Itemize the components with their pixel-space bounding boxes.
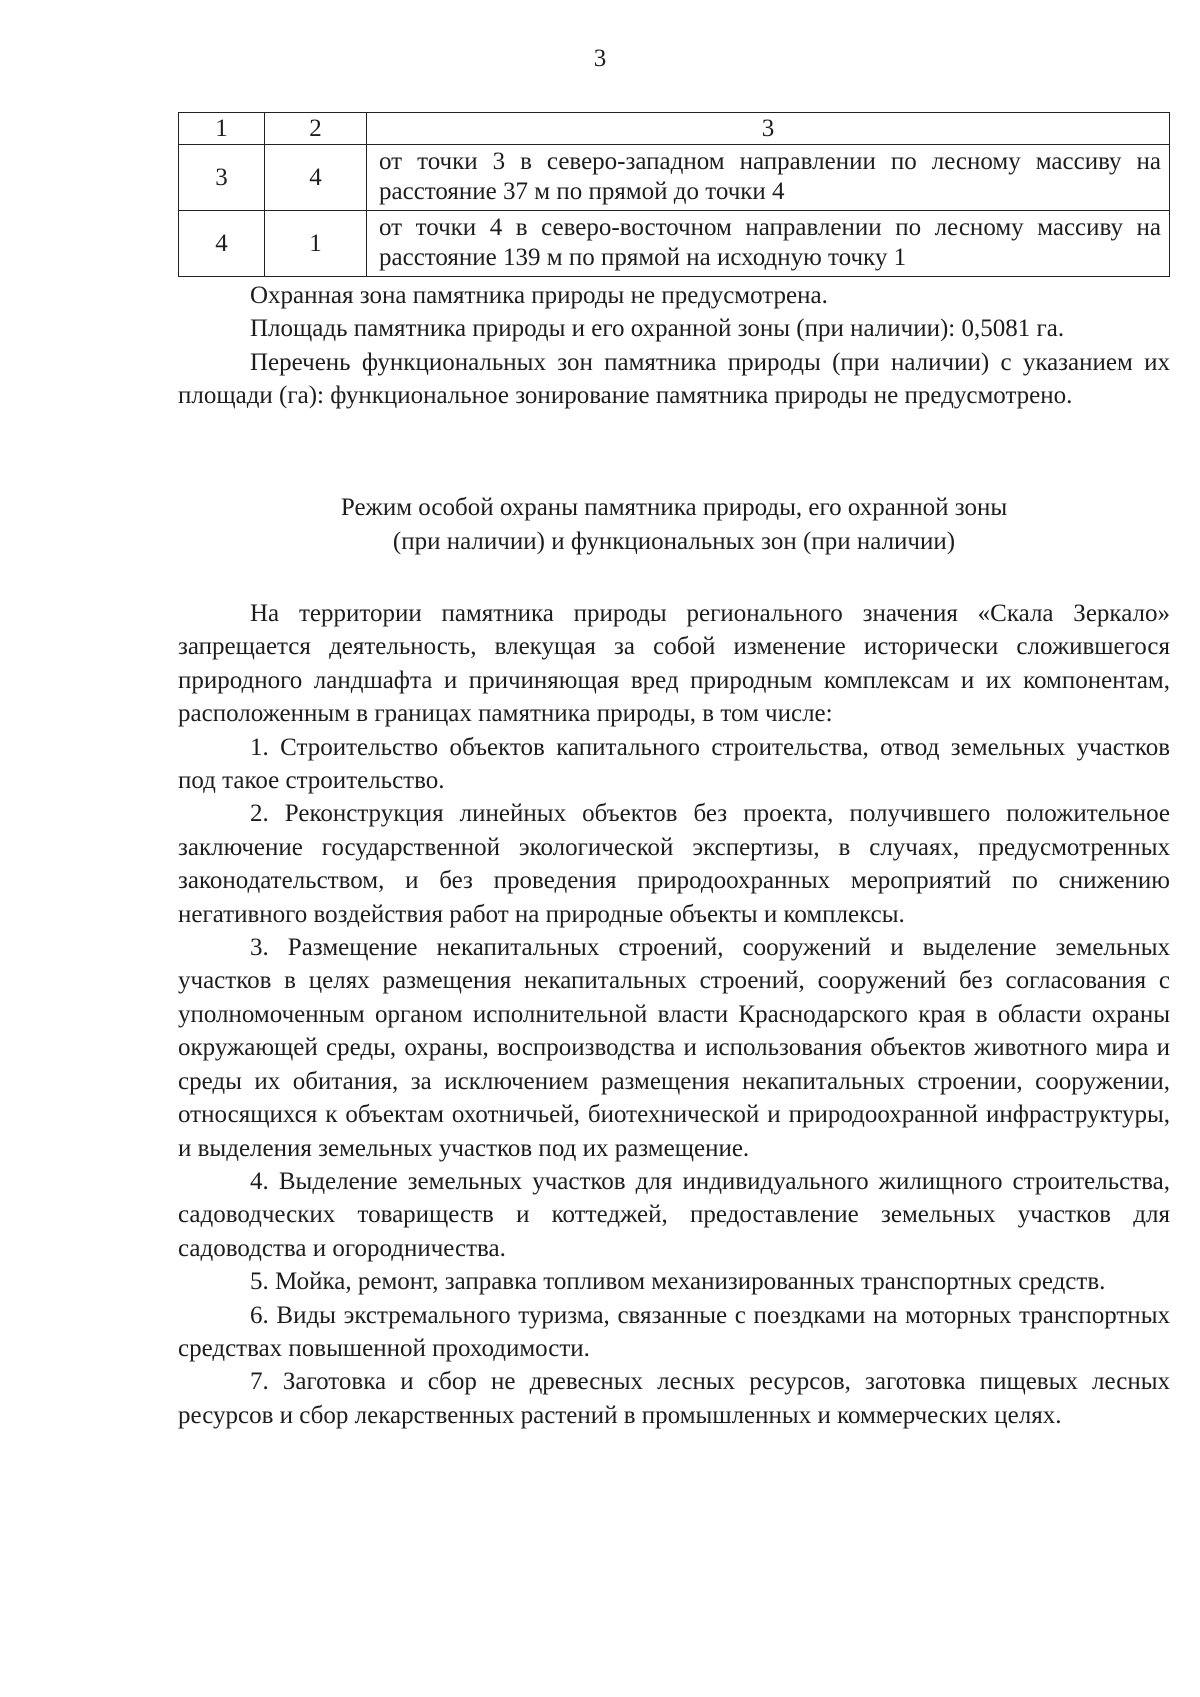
table-header-cell: 2 xyxy=(265,113,367,145)
table-cell-description: от точки 4 в северо-восточном направлении по лесному массиву на расстояние 139 м по прямой на исходную точку 1 xyxy=(367,211,1170,277)
table-cell-from-point: 4 xyxy=(179,211,265,277)
table-header-cell: 1 xyxy=(179,113,265,145)
table-cell-description: от точки 3 в северо-западном направлении по лесному массиву на расстояние 37 м по прямой до точки 4 xyxy=(367,145,1170,211)
list-item: 3. Размещение некапитальных строений, сооружений и выделение земельных участков в целях размещения некапитальных строений, сооружений без согласования с уполномоченным органом исполнительной власти Краснодарского края в области охраны окружающей среды, охраны, воспроизводства и использования объектов животного мира и среды их обитания, за исключением размещения некапитальных строении, сооружении, относящихся к объектам охотничьей, биотехнической и природоохранной инфраструктуры, и выделения земельных участков под их размещение. xyxy=(178,934,1170,1162)
table-cell-from-point: 3 xyxy=(179,145,265,211)
table-row xyxy=(179,211,1170,277)
page-number: 3 xyxy=(593,45,607,72)
body-top xyxy=(178,279,1170,413)
table-header-row xyxy=(179,113,1170,145)
list-item: 5. Мойка, ремонт, заправка топливом механизированных транспортных средств. xyxy=(250,1268,1106,1296)
paragraph-intro: На территории памятника природы регионального значения «Скала Зеркало» запрещается деятельность, влекущая за собой изменение исторически сложившегося природного ландшафта и причиняющая вред природным комплексам и их компонентам, расположенным в границах памятника природы, в том числе: xyxy=(178,600,1170,728)
list-item: 7. Заготовка и сбор не древесных лесных ресурсов, заготовка пищевых лесных ресурсов и сбор лекарственных растений в промышленных и коммерческих целях. xyxy=(178,1368,1170,1429)
list-item: 2. Реконструкция линейных объектов без проекта, получившего положительное заключение государственной экологической экспертизы, в случаях, предусмотренных законодательством, и без проведения природоохранных мероприятий по снижению негативного воздействия работ на природные объекты и комплексы. xyxy=(178,800,1170,928)
list-item: 1. Строительство объектов капитального строительства, отвод земельных участков под такое строительство. xyxy=(178,733,1170,795)
section-heading-line-1: Режим особой охраны памятника природы, его охранной зоны xyxy=(340,494,1008,521)
section-heading xyxy=(178,491,1170,559)
list-item: 4. Выделение земельных участков для индивидуального жилищного строительства, садоводческих товариществ и коттеджей, предоставление земельных участков для садоводства и огородничества. xyxy=(178,1167,1170,1262)
paragraph-protection-zone: Охранная зона памятника природы не предусмотрена. xyxy=(250,282,828,309)
table-cell-to-point: 1 xyxy=(265,211,367,277)
table-row xyxy=(179,145,1170,211)
section-heading-line-2: (при наличии) и функциональных зон (при наличии) xyxy=(392,528,956,555)
table-cell-to-point: 4 xyxy=(265,145,367,211)
paragraph-functional-zones: Перечень функциональных зон памятника природы (при наличии) с указанием их площади (га): функциональное зонирование памятника природы не предусмотрено. xyxy=(178,348,1170,410)
body-main xyxy=(178,597,1170,1432)
boundary-table xyxy=(178,112,1170,277)
paragraph-area: Площадь памятника природы и его охранной зоны (при наличии): 0,5081 га. xyxy=(250,315,1065,343)
list-item: 6. Виды экстремального туризма, связанные с поездками на моторных транспортных средствах повышенной проходимости. xyxy=(178,1301,1170,1362)
table-header-cell: 3 xyxy=(367,113,1170,145)
